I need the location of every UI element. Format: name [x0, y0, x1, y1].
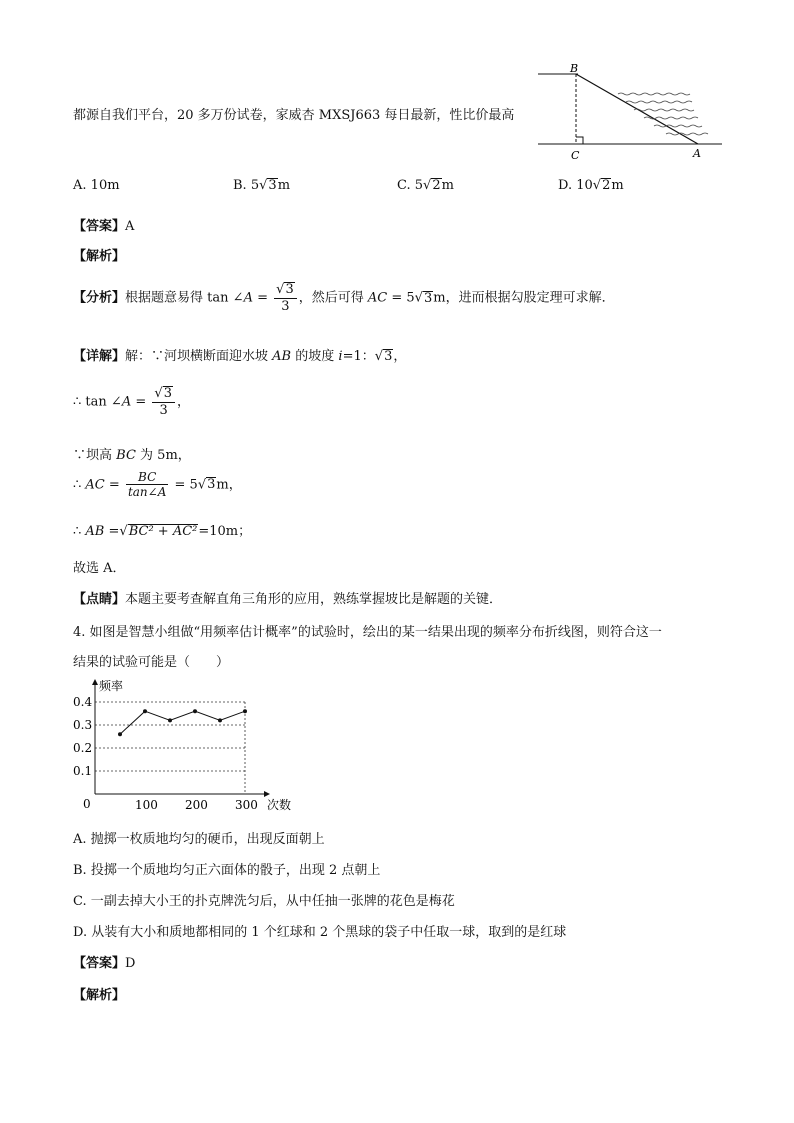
q4-option-b: B. 投掷一个质地均匀正六面体的骰子，出现 2 点朝上	[73, 863, 381, 878]
q3-dianjing: 【点睛】本题主要考查解直角三角形的应用，熟练掌握坡比是解题的关键．	[73, 592, 503, 607]
q3-option-c: C. 5√2m	[397, 178, 454, 193]
q3-answer: 【答案】A	[73, 219, 135, 234]
data-point-1	[143, 709, 147, 713]
right-angle-mark	[576, 137, 583, 144]
dam-figure	[530, 60, 730, 165]
watermark-line: 都源自我们平台，20 多万份试卷，家威杏 MXSJ663 每日最新，性比价最高	[73, 108, 515, 123]
data-point-0	[118, 732, 122, 736]
q4-option-c: C. 一副去掉大小王的扑克牌洗匀后，从中任抽一张牌的花色是梅花	[73, 894, 455, 909]
data-point-4	[218, 718, 222, 722]
y-tick-0.3: 0.3	[73, 718, 93, 732]
q4-option-a: A. 抛掷一枚质地均匀的硬币，出现反面朝上	[73, 832, 325, 847]
data-point-3	[193, 709, 197, 713]
q4-answer: 【答案】D	[73, 956, 136, 971]
x-axis-label: 次数	[267, 798, 292, 812]
q4-stem-line1: 4. 如图是智慧小组做“用频率估计概率”的试验时，绘出的某一结果出现的频率分布折线图，则符合这一	[73, 625, 662, 640]
q3-detail-line5: ∴ AB =√BC² + AC²=10m；	[73, 524, 252, 539]
q4-option-d: D. 从装有大小和质地都相同的 1 个红球和 2 个黑球的袋子中任取一球，取到的是红球	[73, 925, 567, 940]
y-axis-label: 频率	[99, 679, 124, 693]
origin-label: 0	[83, 797, 91, 811]
y-tick-0.2: 0.2	[73, 741, 93, 755]
q3-detail-line3: ∵坝高 BC 为 5m，	[73, 448, 191, 463]
q4-analysis-tag: 【解析】	[73, 988, 126, 1003]
frequency-chart	[62, 676, 292, 816]
frequency-line	[120, 711, 245, 734]
y-tick-0.4: 0.4	[73, 695, 93, 709]
y-tick-0.1: 0.1	[73, 764, 93, 778]
detail-fraction-2: $\frac{BC}{\tan\angle A}$	[127, 470, 167, 500]
fenxi-fraction: $\frac{√3}{3}$	[274, 282, 297, 314]
q3-detail-line1: 【详解】解：∵河坝横断面迎水坡 AB 的坡度 i=1：√3，	[73, 349, 407, 364]
q3-detail-line4: ∴ AC = $\frac{BC}{\tan\angle A}$ = 5√3m，	[73, 470, 242, 500]
q3-detail-line2: ∴ tan ∠A = $\frac{√3}{3}$ ，	[73, 386, 190, 418]
q3-analysis-tag: 【解析】	[73, 249, 126, 264]
x-tick-200: 200	[185, 798, 208, 812]
water-waves	[618, 93, 708, 135]
x-tick-300: 300	[235, 798, 258, 812]
label-c: C	[571, 149, 580, 162]
q3-option-a: A. 10m	[73, 178, 120, 193]
x-tick-100: 100	[135, 798, 158, 812]
q3-fenxi: 【分析】根据题意易得 tan ∠A = $\frac{√3}{3}$ ，然后可得 AC = 5√3m，进而根据勾股定理可求解．	[73, 282, 615, 314]
q3-option-d: D. 10√2m	[558, 178, 624, 193]
q3-choose: 故选 A．	[73, 561, 126, 576]
detail-fraction-1: $\frac{√3}{3}$	[152, 386, 175, 418]
data-point-5	[243, 709, 247, 713]
label-a: A	[693, 147, 701, 160]
data-point-2	[168, 718, 172, 722]
label-b: B	[570, 62, 579, 75]
q3-option-b: B. 5√3m	[233, 178, 291, 193]
q4-stem-line2: 结果的试验可能是（ ）	[73, 655, 230, 670]
